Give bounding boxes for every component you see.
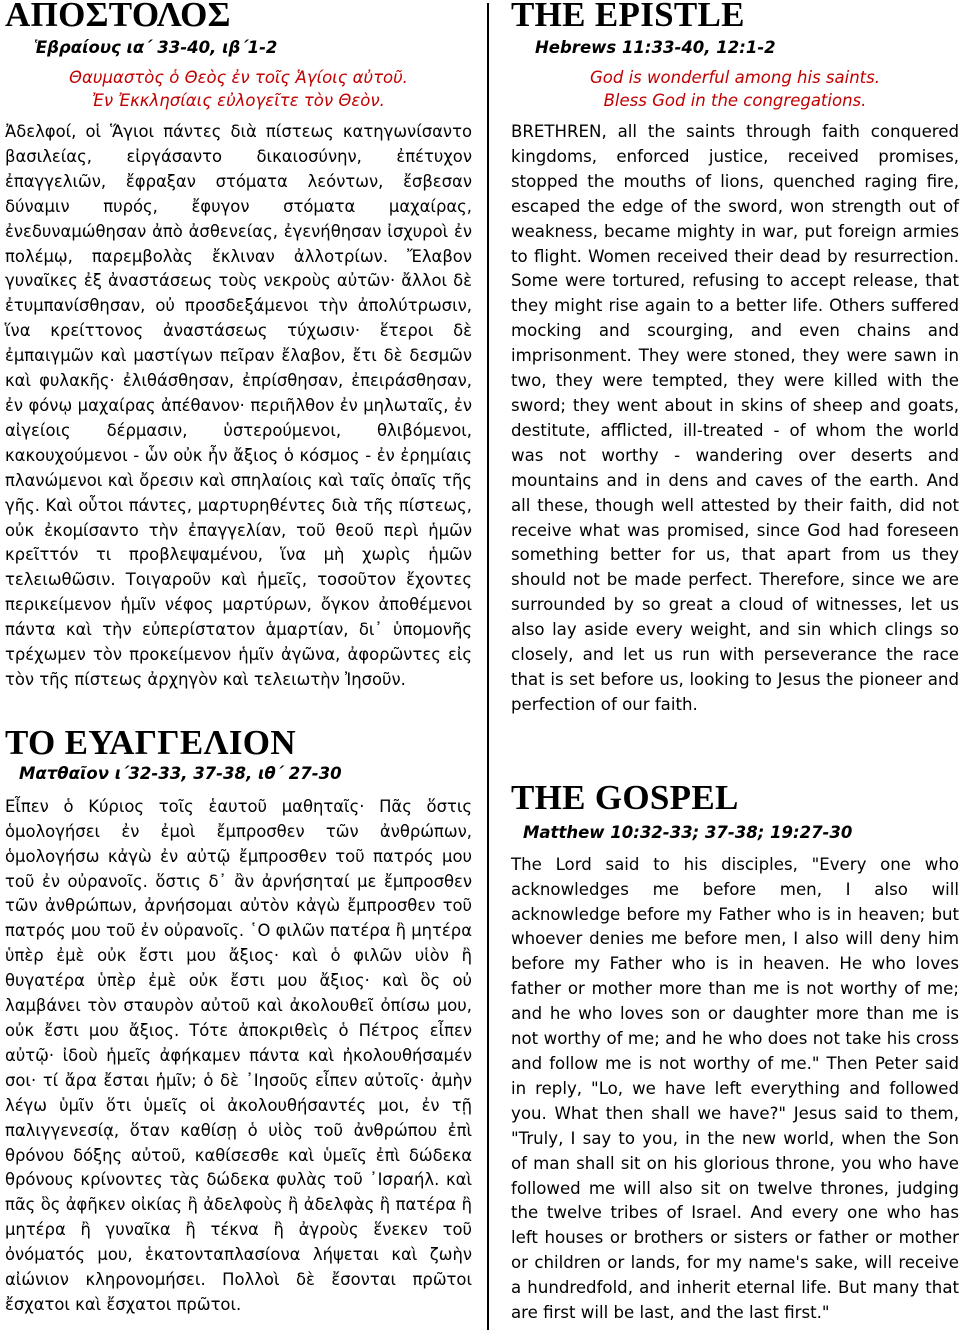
- column-divider: [487, 3, 489, 1330]
- english-epistle-text: BRETHREN, all the saints through faith conquered kingdoms, enforced justice, received promises, stopped the mouths of lions, quenched raging fire, escaped the edge of the sword, won strength out of weakness, became mighty in war, put foreign armies to flight. Women received their dead by resurrection. Some were tortured, refusing to accept release, that they might rise again to a better life. Others suffered mocking and scourging, and even chains and imprisonment. They were stoned, they were sawn in two, they were tempted, they were killed with the sword; they went about in skins of sheep and goats, destitute, afflicted, ill-treated - of whom the world was not worthy - wandering over deserts and mountains and in dens and caves of the earth. And all these, though well attested by their faith, did not receive what was promised, since God had foreseen something better for us, that apart from us they should not be made perfect. Therefore, since we are surrounded by so great a cloud of witnesses, let us also lay aside every weight, and sin which clings so closely, and let us run with perseverance the race that is set before us, looking to Jesus the pioneer and perfection of our faith.: [511, 122, 959, 714]
- greek-gospel-reference: Ματθαῖον ι΄32-33, 37-38, ιθ΄ 27-30: [19, 763, 342, 783]
- greek-prokeimenon-line-1: Θαυμαστὸς ὁ Θεὸς ἐν τοῖς Ἁγίοις αὐτοῦ.: [69, 68, 408, 87]
- english-column: [511, 0, 959, 1326]
- english-gospel-text: The Lord said to his disciples, "Every one who acknowledges me before men, I also will acknowledge before my Father who is in heaven; but whoever denies me before men, I also will deny him before my Father who is in heaven. He who loves father or mother more than me is not worthy of me; and he who loves son or daughter more than me is not worthy of me; and he who does not take his cross and follow me is not worthy of me." Then Peter said in reply, "Lo, we have left everything and followed you. What then shall we have?" Jesus said to them, "Truly, I say to you, in the new world, when the Son of man shall sit on his glorious throne, you who have followed me will also sit on twelve thrones, judging the twelve tribes of Israel. And every one who has left houses or brothers or sisters or father or mother or children or lands, for my name's sake, will receive a hundredfold, and inherit eternal life. But many that are first will be last, and the last first.": [511, 854, 959, 1323]
- greek-epistle-text: Ἀδελφοί, οἱ Ἅγιοι πάντες διὰ πίστεως κατηγωνίσαντο βασιλείας, εἰργάσαντο δικαιοσύνην, ἐπέτυχον ἐπαγγελιῶν, ἔφραξαν στόματα λεόντων, ἔσβεσαν δύναμιν πυρός, ἔφυγον στόματα μαχαίρας, ἐνεδυναμώθησαν ἀπὸ ἀσθενείας, ἐγενήθησαν ἰσχυροὶ ἐν πολέμῳ, παρεμβολὰς ἔκλιναν ἀλλοτρίων. Ἔλαβον γυναῖκες ἐξ ἀναστάσεως τοὺς νεκροὺς αὐτῶν· ἄλλοι δὲ ἐτυμπανίσθησαν, οὐ προσδεξάμενοι τὴν ἀπολύτρωσιν, ἵνα κρείττονος ἀναστάσεως τύχωσιν· ἕτεροι δὲ ἐμπαιγμῶν καὶ μαστίγων πεῖραν ἔλαβον, ἔτι δὲ δεσμῶν καὶ φυλακῆς· ἐλιθάσθησαν, ἐπρίσθησαν, ἐπειράσθησαν, ἐν φόνῳ μαχαίρας ἀπέθανον· περιῆλθον ἐν μηλωταῖς, ἐν αἰγείοις δέρμασιν, ὑστερούμενοι, θλιβόμενοι, κακουχούμενοι - ὧν οὐκ ἦν ἄξιος ὁ κόσμος - ἐν ἐρημίαις πλανώμενοι καὶ ὄρεσιν καὶ σπηλαίοις καὶ ταῖς ὀπαῖς τῆς γῆς. Καὶ οὗτοι πάντες, μαρτυρηθέντες διὰ τῆς πίστεως, οὐκ ἐκομίσαντο τὴν ἐπαγγελίαν, τοῦ θεοῦ περὶ ἡμῶν κρεῖττόν τι προβλεψαμένου, ἵνα μὴ χωρὶς ἡμῶν τελειωθῶσιν. Τοιγαροῦν καὶ ἡμεῖς, τοσοῦτον ἔχοντες περικείμενον ἡμῖν νέφος μαρτύρων, ὄγκον ἀποθέμενοι πάντα καὶ τὴν εὐπερίστατον ἁμαρτίαν, δι᾿ ὑπομονῆς τρέχωμεν τὸν προκείμενον ἡμῖν ἀγῶνα, ἀφορῶντες εἰς τὸν τῆς πίστεως ἀρχηγὸν καὶ τελειωτὴν Ἰησοῦν.: [5, 122, 472, 689]
- english-epistle-reference: Hebrews 11:33-40, 12:1-2: [535, 38, 776, 57]
- english-gospel-title: THE GOSPEL: [511, 777, 739, 817]
- english-epistle-title: THE EPISTLE: [511, 0, 745, 34]
- english-prokeimenon: [511, 66, 959, 112]
- english-prokeimenon-line-1: God is wonderful among his saints.: [590, 68, 880, 87]
- greek-prokeimenon: [5, 66, 472, 112]
- english-gospel-reference: Matthew 10:32-33; 37-38; 19:27-30: [523, 822, 853, 842]
- english-prokeimenon-line-2: Bless God in the congregations.: [603, 91, 867, 110]
- greek-column: [5, 0, 472, 1318]
- greek-epistle-reference: Ἑβραίους ια΄ 33-40, ιβ΄1-2: [34, 38, 278, 57]
- greek-gospel-title: ΤΟ ΕΥΑΓΓΕΛΙΟΝ: [5, 722, 296, 762]
- greek-epistle-title: ΑΠΟΣΤΟΛΟΣ: [5, 0, 231, 34]
- greek-gospel-text: Εἶπεν ὁ Κύριος τοῖς ἑαυτοῦ μαθηταῖς· Πᾶς ὅστις ὁμολογήσει ἐν ἐμοὶ ἔμπροσθεν τῶν ἀνθρώπων, ὁμολογήσω κἀγὼ ἐν αὐτῷ ἔμπροσθεν τοῦ πατρός μου τοῦ ἐν οὐρανοῖς. ὅστις δ᾽ ἂν ἀρνήσηταί με ἔμπροσθεν τῶν ἀνθρώπων, ἀρνήσομαι αὐτὸν κἀγὼ ἔμπροσθεν τοῦ πατρός μου τοῦ ἐν οὐρανοῖς. ῾Ο φιλῶν πατέρα ἢ μητέρα ὑπὲρ ἐμὲ οὐκ ἔστι μου ἄξιος· καὶ ὁ φιλῶν υἱὸν ἢ θυγατέρα ὑπὲρ ἐμὲ οὐκ ἔστι μου ἄξιος· καὶ ὃς οὐ λαμβάνει τὸν σταυρὸν αὐτοῦ καὶ ἀκολουθεῖ ὀπίσω μου, οὐκ ἔστι μου ἄξιος. Τότε ἀποκριθεὶς ὁ Πέτρος εἶπεν αὐτῷ· ἰδοὺ ἡμεῖς ἀφήκαμεν πάντα καὶ ἠκολουθήσαμέν σοι· τί ἄρα ἔσται ἡμῖν; ὁ δὲ ᾿Ιησοῦς εἶπεν αὐτοῖς· ἀμὴν λέγω ὑμῖν ὅτι ὑμεῖς οἱ ἀκολουθήσαντές μοι, ἐν τῇ παλιγγενεσίᾳ, ὅταν καθίσῃ ὁ υἱὸς τοῦ ἀνθρώπου ἐπὶ θρόνου δόξης αὐτοῦ, καθίσεσθε καὶ ὑμεῖς ἐπὶ δώδεκα θρόνους κρίνοντες τὰς δώδεκα φυλὰς τοῦ ᾿Ισραήλ. καὶ πᾶς ὃς ἀφῆκεν οἰκίας ἢ ἀδελφοὺς ἢ ἀδελφὰς ἢ πατέρα ἢ μητέρα ἢ γυναῖκα ἢ τέκνα ἢ ἀγροὺς ἕνεκεν τοῦ ὀνόματός μου, ἑκατονταπλασίονα λήψεται καὶ ζωὴν αἰώνιον κληρονομήσει. Πολλοὶ δὲ ἔσονται πρῶτοι ἔσχατοι καὶ ἔσχατοι πρῶτοι.: [5, 796, 472, 1314]
- greek-prokeimenon-line-2: Ἐν Ἐκκλησίαις εὐλογεῖτε τὸν Θεὸν.: [92, 91, 385, 110]
